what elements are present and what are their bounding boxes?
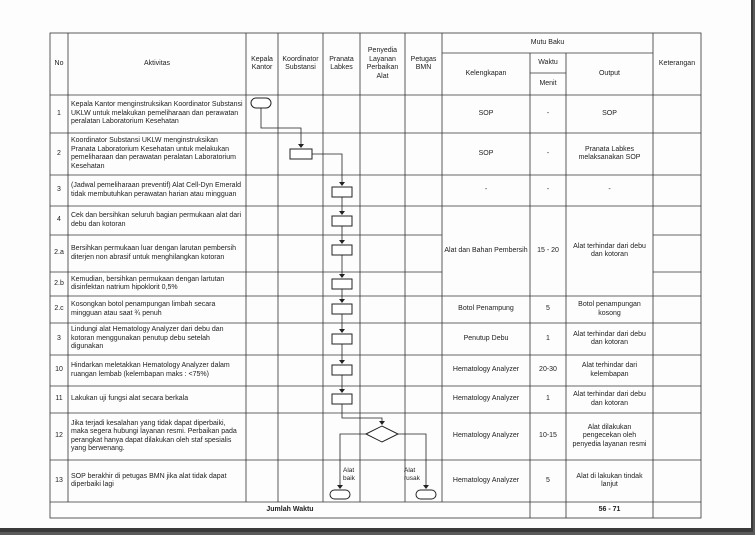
row-activity: Kepala Kantor menginstruksikan Koordinator Substansi UKLW untuk melakukan pemeliharaan dan perawatan peralatan Laboratorium Kesehatan bbox=[71, 101, 243, 126]
decision-diamond bbox=[366, 426, 398, 442]
row-kelengkapan: - bbox=[484, 186, 488, 194]
row-activity: Kemudian, bersihkan permukaan dengan lartutan disinfektan natrium hipoklorit 0,5% bbox=[71, 275, 225, 291]
row-kelengkapan: SOP bbox=[478, 109, 494, 117]
header-waktu: Waktu bbox=[538, 58, 558, 66]
row-kelengkapan: Hematology Analyzer bbox=[452, 395, 520, 403]
header-aktivitas: Aktivitas bbox=[143, 59, 171, 67]
header-pranata: Pranata Labkes bbox=[329, 55, 354, 71]
row-waktu: 5 bbox=[546, 305, 550, 313]
row-activity: Cek dan bersihkan seluruh bagian permukaan alat dari debu dan kotoran bbox=[71, 212, 242, 228]
row-activity: Hindarkan meletakkan Hematology Analyzer dalam ruangan lembab (kelembapan maks : <75%) bbox=[71, 362, 230, 378]
header-keterangan: Keterangan bbox=[658, 59, 696, 67]
header-output: Output bbox=[598, 69, 620, 77]
row-waktu: 1 bbox=[546, 395, 550, 403]
header-kepala-kantor: Kepala Kantor bbox=[251, 55, 273, 71]
group-waktu: 15 - 20 bbox=[537, 246, 559, 254]
group-kelengkapan: Alat dan Bahan Pembersih bbox=[444, 246, 528, 254]
row-no: 13 bbox=[55, 476, 63, 484]
end-terminator-baik bbox=[330, 490, 350, 499]
row-activity: Koordinator Substansi UKLW menginstruksikan Pranata Laboratorium Kesehatan untuk melakukan pemeliharaan dan perawatan peralatan Laboratorium Kesehatan bbox=[71, 137, 236, 170]
row-kelengkapan: Penutup Debu bbox=[463, 334, 509, 342]
header-penyedia: Penyedia Layanan Perbaikan Alat bbox=[366, 47, 399, 80]
process-box bbox=[332, 187, 352, 197]
row-kelengkapan: Botol Penampung bbox=[458, 305, 514, 313]
row-no: 3 bbox=[57, 334, 61, 342]
header-kelengkapan: Kelengkapan bbox=[465, 69, 507, 77]
header-mutu-baku: Mutu Baku bbox=[530, 38, 565, 46]
process-box bbox=[332, 365, 352, 375]
process-box bbox=[332, 279, 352, 289]
row-output: - bbox=[608, 186, 611, 194]
process-box bbox=[332, 334, 352, 344]
row-activity: Lakukan uji fungsi alat secara berkala bbox=[71, 395, 189, 403]
label-alat-rusak: Alat rusak bbox=[404, 467, 420, 482]
row-no: 11 bbox=[55, 395, 63, 403]
row-output: Alat terhindar dari debu dan kotoran bbox=[573, 391, 646, 407]
group-output: Alat terhindar dari debu dan kotoran bbox=[573, 242, 646, 258]
row-waktu: 20-30 bbox=[539, 366, 557, 374]
row-no: 2 bbox=[57, 149, 61, 157]
header-koordinator: Koordinator Substansi bbox=[282, 55, 319, 71]
process-box bbox=[332, 245, 352, 255]
row-no: 3 bbox=[57, 186, 61, 194]
row-activity: Kosongkan botol penampungan limbah secara mingguan atau saat ¾ penuh bbox=[71, 301, 216, 317]
row-kelengkapan: Hematology Analyzer bbox=[452, 366, 520, 374]
footer-total: 56 - 71 bbox=[598, 505, 621, 513]
row-activity: SOP berakhir di petugas BMN jika alat tidak dapat diperbaiki lagi bbox=[71, 472, 227, 488]
footer-jumlah-waktu: Jumlah Waktu bbox=[266, 505, 314, 513]
row-activity: Bersihkan permukaan luar dengan larutan pembersih diterjen non abrasif untuk menghilangkan kotoran bbox=[71, 245, 236, 261]
row-waktu: - bbox=[546, 109, 550, 117]
process-box bbox=[332, 304, 352, 314]
label-alat-baik: Alat baik bbox=[343, 467, 355, 482]
header-no: No bbox=[54, 59, 64, 67]
row-kelengkapan: Hematology Analyzer bbox=[452, 432, 520, 440]
row-no: 12 bbox=[55, 432, 63, 440]
row-activity: Lindungi alat Hematology Analyzer dari debu dan kotoran menggunakan penutup debu setelah digunakan bbox=[71, 326, 224, 351]
row-output: Alat di lakukan tindak lanjut bbox=[576, 472, 643, 488]
end-terminator-rusak bbox=[416, 490, 436, 499]
row-no: 10 bbox=[55, 366, 63, 374]
row-output: Pranata Labkes melaksanakan SOP bbox=[578, 145, 641, 161]
row-no: 2.a bbox=[54, 249, 64, 257]
row-output: Alat terhindar dari debu dan kotoran bbox=[573, 330, 646, 346]
row-output: Alat dilakukan pengecekan oleh penyedia layanan resmi bbox=[572, 423, 647, 448]
row-no: 2.b bbox=[54, 279, 64, 287]
process-box bbox=[332, 216, 352, 226]
row-activity: Jika terjadi kesalahan yang tidak dapat diperbaiki, maka segera hubungi layanan resmi. Perbaikan pada perangkat hanya dapat dilakukan oleh staf spesialis yang berwenang. bbox=[71, 419, 237, 452]
row-waktu: - bbox=[546, 149, 550, 157]
row-output: SOP bbox=[602, 109, 617, 117]
row-no: 2.c bbox=[54, 305, 64, 313]
row-kelengkapan: Hematology Analyzer bbox=[452, 476, 520, 484]
row-kelengkapan: SOP bbox=[478, 149, 494, 157]
header-petugas: Petugas BMN bbox=[410, 55, 437, 71]
row-waktu: 10-15 bbox=[539, 432, 557, 440]
process-box bbox=[332, 394, 352, 404]
header-menit: Menit bbox=[539, 79, 557, 87]
row-waktu: 1 bbox=[546, 334, 550, 342]
row-output: Alat terhindar dari kelembapan bbox=[581, 362, 638, 378]
row-activity: (Jadwal pemeliharaan preventif) Alat Cell-Dyn Emerald tidak membutuhkan perawatan harian atau mingguan bbox=[71, 182, 242, 198]
row-waktu: 5 bbox=[546, 476, 550, 484]
row-output: Botol penampungan kosong bbox=[578, 301, 641, 317]
row-waktu: - bbox=[546, 186, 550, 194]
row-no: 1 bbox=[57, 109, 61, 117]
row-no: 4 bbox=[57, 216, 61, 224]
start-terminator bbox=[251, 98, 271, 108]
process-box bbox=[290, 149, 312, 159]
